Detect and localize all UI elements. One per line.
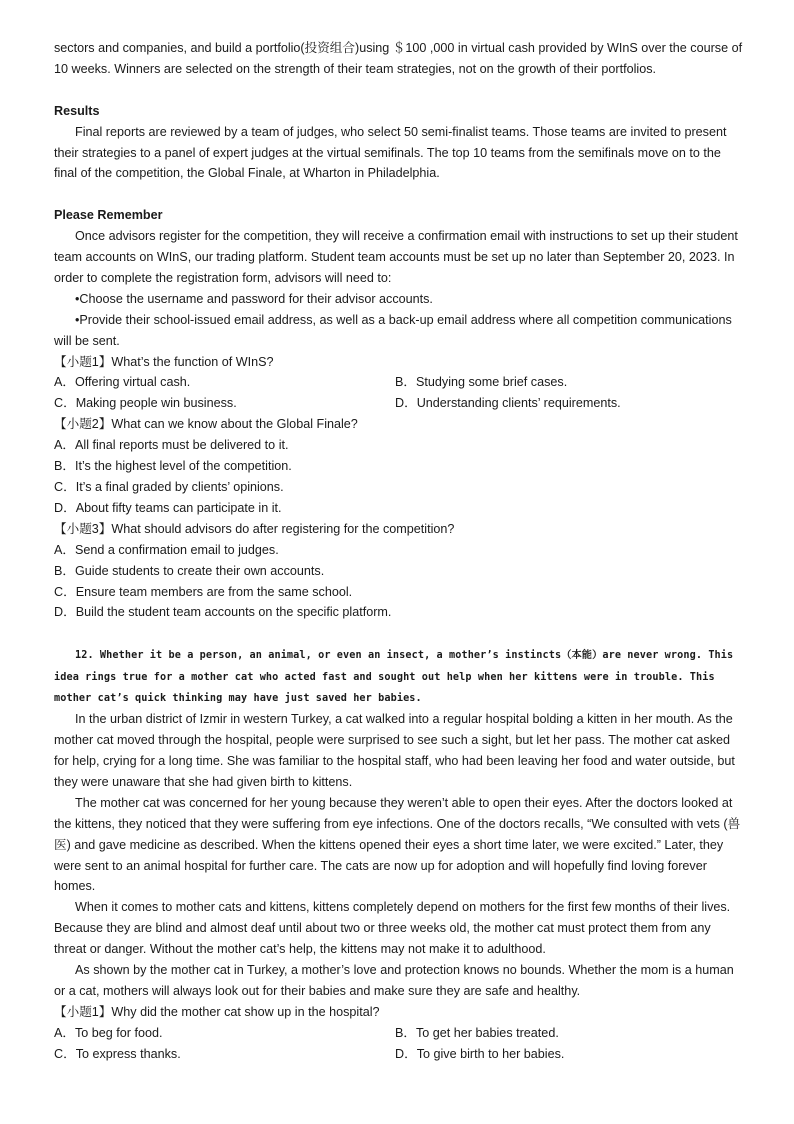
bullet-item: •Provide their school-issued email address, as well as a back-up email address where all competition communications will be sent. — [54, 312, 732, 348]
option-a[interactable]: A．Offering virtual cash. — [54, 375, 191, 390]
option-a[interactable]: A．All final reports must be delivered to it. — [54, 438, 289, 453]
passage2-paragraph: As shown by the mother cat in Turkey, a mother’s love and protection knows no bounds. Whether the mom is a human or a cat, mothers will always look out for their babies and make sure they are safe and healthy. — [54, 963, 734, 999]
option-b[interactable]: B．Studying some brief cases. — [395, 375, 568, 390]
option-c[interactable]: C．To express thanks. — [54, 1046, 181, 1061]
passage2-paragraph: The mother cat was concerned for her young because they weren’t able to open their eyes. After the doctors looked at the kittens, they noticed that they were suffering from eye infections. One of the doctors recalls, “We consulted with vets (兽医) and gave medicine as described. When the kittens opened their eyes a short time later, we were excited.” Later, they were sent to an animal hospital for further care. The cats are now up for adoption and will hopefully find loving forever homes. — [54, 795, 741, 894]
remember-paragraph: Once advisors register for the competition, they will receive a confirmation email with instructions to set up their student team accounts on WInS, our trading platform. Student team accounts must be set up no later than September 20, 2023. In order to complete the registration form, advisors will need to: — [54, 229, 738, 285]
question-stem: 【小题1】What’s the function of WInS? — [54, 354, 274, 369]
spacer — [54, 184, 744, 205]
document-page — [54, 38, 744, 1065]
question-stem: 【小题2】What can we know about the Global Finale? — [54, 417, 358, 432]
passage2-intro: 12. Whether it be a person, an animal, or even an insect, a mother’s instincts（本能）are never wrong. This idea rings true for a mother cat who acted fast and sought out help when her kittens were in trouble. This mother cat’s quick thinking may have just saved her babies. — [54, 650, 734, 704]
option-a[interactable]: A．To beg for food. — [54, 1025, 163, 1040]
option-d[interactable]: D．About fifty teams can participate in it. — [54, 500, 282, 515]
option-row — [54, 393, 744, 414]
bullet-item: •Choose the username and password for their advisor accounts. — [75, 291, 433, 306]
option-b[interactable]: B．To get her babies treated. — [395, 1025, 559, 1040]
passage2-paragraph: When it comes to mother cats and kittens, kittens completely depend on mothers for the first few months of their lives. Because they are blind and almost deaf until about two or three weeks old, the mother cat must protect them from any threat or danger. Without the mother cat’s help, the kittens may not make it to adulthood. — [54, 900, 731, 957]
option-b[interactable]: B．Guide students to create their own accounts. — [54, 563, 325, 578]
spacer — [54, 623, 744, 641]
option-d[interactable]: D．To give birth to her babies. — [395, 1046, 565, 1061]
option-a[interactable]: A．Send a confirmation email to judges. — [54, 542, 279, 557]
results-heading: Results — [54, 103, 100, 118]
passage1-intro: sectors and companies, and build a portfolio(投资组合)using ＄100 ,000 in virtual cash provided by WInS over the course of 10 weeks. Winners are selected on the strength of their team strategies, not on the growth of their portfolios. — [54, 41, 743, 76]
question-stem: 【小题1】Why did the mother cat show up in the hospital? — [54, 1004, 380, 1019]
option-row — [54, 372, 744, 393]
results-paragraph: Final reports are reviewed by a team of judges, who select 50 semi-finalist teams. Those teams are invited to present their strategies to a panel of expert judges at the virtual semifinals. The top 10 teams from the semifinals move on to the final of the competition, the Global Finale, at Wharton in Philadelphia. — [54, 124, 727, 181]
remember-heading: Please Remember — [54, 208, 163, 223]
option-c[interactable]: C．It’s a final graded by clients’ opinions. — [54, 480, 284, 494]
question-stem: 【小题3】What should advisors do after registering for the competition? — [54, 521, 455, 536]
option-c[interactable]: C．Ensure team members are from the same school. — [54, 584, 353, 599]
option-d[interactable]: D．Build the student team accounts on the specific platform. — [54, 605, 392, 620]
option-b[interactable]: B．It’s the highest level of the competition. — [54, 459, 292, 474]
option-d[interactable]: D．Understanding clients’ requirements. — [395, 396, 621, 411]
spacer — [54, 80, 744, 101]
passage2-intro-block — [54, 645, 744, 709]
option-row — [54, 1044, 744, 1065]
option-row — [54, 1023, 744, 1044]
passage2-paragraph: In the urban district of Izmir in western Turkey, a cat walked into a regular hospital bolding a kitten in her mouth. As the mother cat moved through the hospital, people were surprised to see such a sight, but let her pass. The mother cat asked for help, crying for a long time. She was familiar to the hospital staff, who had been leaving her food and water outside, but they were unaware that she had given birth to kittens. — [54, 712, 735, 789]
option-c[interactable]: C．Making people win business. — [54, 396, 237, 411]
